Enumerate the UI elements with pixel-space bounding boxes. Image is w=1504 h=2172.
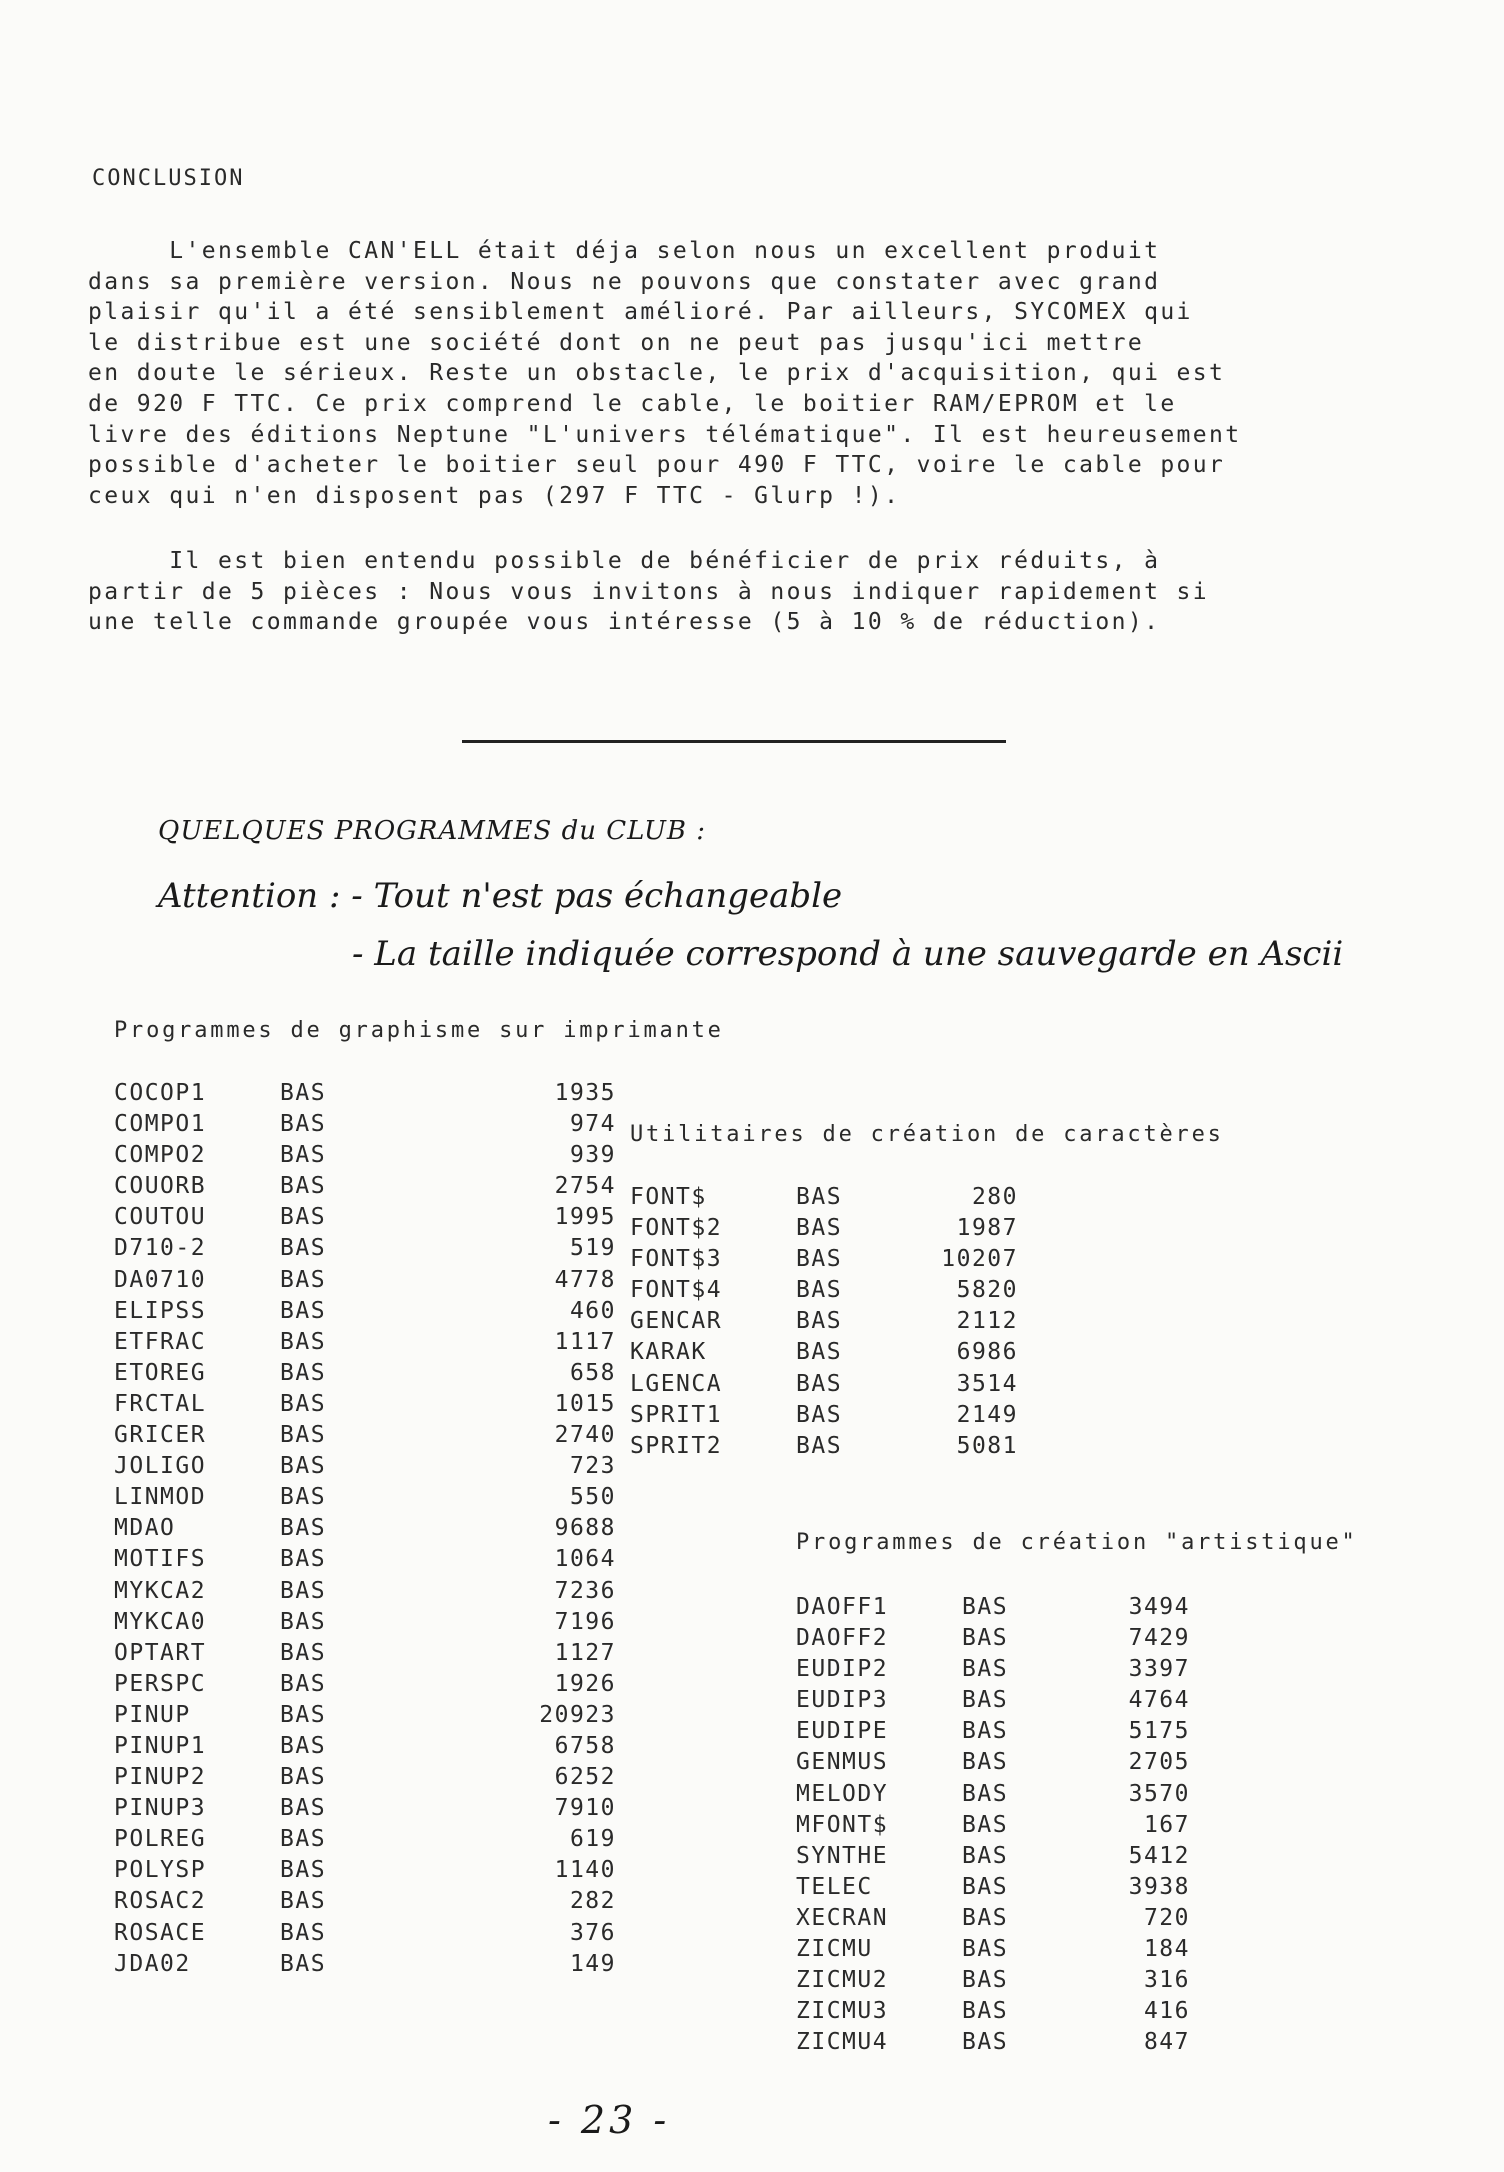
table-row — [114, 1544, 616, 1575]
file-extension: BAS — [962, 1873, 1009, 1900]
program-name: FRCTAL — [114, 1390, 207, 1417]
file-extension: BAS — [962, 1780, 1009, 1807]
file-extension: BAS — [280, 1484, 327, 1511]
program-name: ROSACE — [114, 1919, 207, 1946]
file-size: 1987 — [956, 1215, 1018, 1242]
program-name: COUTOU — [114, 1204, 207, 1231]
paragraph-line: partir de 5 pièces : Nous vous invitons à nous indiquer rapidement si — [88, 578, 1210, 605]
table-row — [796, 1716, 1190, 1747]
file-size: 5081 — [956, 1432, 1018, 1459]
program-name: MDAO — [114, 1515, 176, 1542]
program-name: COCOP1 — [114, 1080, 207, 1106]
file-size: 7236 — [554, 1577, 616, 1604]
table-row — [796, 1872, 1190, 1903]
program-name: GRICER — [114, 1422, 207, 1449]
table-row — [796, 1965, 1190, 1996]
table-row — [796, 1747, 1190, 1778]
file-extension: BAS — [796, 1401, 843, 1428]
file-extension: BAS — [280, 1546, 327, 1573]
program-name: FONT$4 — [630, 1277, 723, 1304]
file-size: 1127 — [554, 1639, 616, 1666]
table-row — [114, 1824, 616, 1855]
file-size: 720 — [1143, 1904, 1190, 1931]
file-extension: BAS — [796, 1184, 843, 1210]
file-size: 9688 — [554, 1515, 616, 1542]
file-size: 7910 — [554, 1795, 616, 1822]
file-extension: BAS — [280, 1577, 327, 1604]
file-extension: BAS — [962, 1718, 1009, 1745]
table-row — [114, 1918, 616, 1949]
table-row — [630, 1337, 1020, 1368]
file-size: 1064 — [554, 1546, 616, 1573]
file-extension: BAS — [962, 2029, 1009, 2056]
program-name: PINUP2 — [114, 1764, 207, 1791]
program-name: DA0710 — [114, 1266, 207, 1293]
file-size: 1117 — [554, 1328, 616, 1355]
file-size: 7196 — [554, 1608, 616, 1635]
program-name: MYKCA2 — [114, 1577, 207, 1604]
file-size: 3494 — [1128, 1594, 1190, 1620]
program-name: KARAK — [630, 1339, 707, 1366]
table-row — [796, 1810, 1190, 1841]
file-size: 6758 — [554, 1732, 616, 1759]
table-row — [114, 1078, 616, 1109]
paragraph-line: une telle commande groupée vous intéresse (5 à 10 % de réduction). — [88, 609, 1161, 636]
program-name: ROSAC2 — [114, 1888, 207, 1915]
file-extension: BAS — [280, 1826, 327, 1853]
file-extension: BAS — [280, 1235, 327, 1262]
file-extension: BAS — [280, 1204, 327, 1231]
file-size: 3514 — [956, 1370, 1018, 1397]
file-size: 6252 — [554, 1764, 616, 1791]
table-row — [630, 1400, 1020, 1431]
program-table-artistique — [796, 1592, 1190, 2058]
table-row — [114, 1327, 616, 1358]
file-size: 416 — [1143, 1998, 1190, 2025]
file-extension: BAS — [962, 1998, 1009, 2025]
file-size: 939 — [569, 1142, 616, 1169]
table-row — [114, 1700, 616, 1731]
table-row — [114, 1451, 616, 1482]
paragraph-line: plaisir qu'il a été sensiblement amélioré. Par ailleurs, SYCOMEX qui — [88, 299, 1193, 326]
file-extension: BAS — [280, 1359, 327, 1386]
paragraph-line: L'ensemble CAN'ELL était déja selon nous un excellent produit — [88, 238, 1161, 264]
handwritten-note-2: - La taille indiquée correspond à une sauvegarde en Ascii — [352, 934, 1344, 974]
file-size: 149 — [569, 1950, 616, 1977]
program-name: ZICMU — [796, 1936, 873, 1963]
file-size: 167 — [1143, 1811, 1190, 1838]
file-extension: BAS — [962, 1625, 1009, 1652]
table-row — [796, 1934, 1190, 1965]
file-extension: BAS — [796, 1308, 843, 1335]
paragraph-line: livre des éditions Neptune "L'univers télématique". Il est heureusement — [88, 421, 1242, 448]
program-name: PINUP — [114, 1701, 191, 1728]
table-row — [796, 1685, 1190, 1716]
table-row — [114, 1420, 616, 1451]
file-size: 519 — [569, 1235, 616, 1262]
program-name: MFONT$ — [796, 1811, 889, 1838]
program-name: SPRIT2 — [630, 1432, 723, 1459]
program-name: POLREG — [114, 1826, 207, 1853]
program-name: ZICMU2 — [796, 1967, 889, 1994]
paragraph-line: le distribue est une société dont on ne peut pas jusqu'ici mettre — [88, 329, 1145, 356]
file-extension: BAS — [280, 1764, 327, 1791]
file-extension: BAS — [280, 1515, 327, 1542]
table-row — [114, 1886, 616, 1917]
table-row — [114, 1171, 616, 1202]
table-row — [114, 1638, 616, 1669]
file-size: 2754 — [554, 1173, 616, 1200]
table-row — [796, 1996, 1190, 2027]
file-size: 658 — [569, 1359, 616, 1386]
file-size: 376 — [569, 1919, 616, 1946]
file-extension: BAS — [962, 1811, 1009, 1838]
table-row — [796, 2027, 1190, 2058]
file-extension: BAS — [962, 1936, 1009, 1963]
handwritten-note-1: Attention : - Tout n'est pas échangeable — [158, 876, 843, 916]
file-extension: BAS — [962, 1749, 1009, 1776]
program-name: FONT$2 — [630, 1215, 723, 1242]
table-row — [796, 1592, 1190, 1623]
file-size: 1015 — [554, 1390, 616, 1417]
program-name: ZICMU3 — [796, 1998, 889, 2025]
program-name: EUDIPE — [796, 1718, 889, 1745]
file-size: 2149 — [956, 1401, 1018, 1428]
table-row — [796, 1623, 1190, 1654]
program-name: PERSPC — [114, 1670, 207, 1697]
program-name: TELEC — [796, 1873, 873, 1900]
program-name: DAOFF1 — [796, 1594, 889, 1620]
file-size: 847 — [1143, 2029, 1190, 2056]
program-name: SYNTHE — [796, 1842, 889, 1869]
table-row — [114, 1296, 616, 1327]
file-size: 5175 — [1128, 1718, 1190, 1745]
table-row — [630, 1213, 1020, 1244]
table-row — [114, 1358, 616, 1389]
table-row — [630, 1275, 1020, 1306]
file-size: 4764 — [1128, 1687, 1190, 1714]
table-row — [114, 1669, 616, 1700]
program-name: EUDIP3 — [796, 1687, 889, 1714]
program-name: ZICMU4 — [796, 2029, 889, 2056]
file-extension: BAS — [796, 1339, 843, 1366]
file-extension: BAS — [280, 1888, 327, 1915]
table-row — [114, 1762, 616, 1793]
file-extension: BAS — [280, 1390, 327, 1417]
program-name: ELIPSS — [114, 1297, 207, 1324]
table-row — [796, 1841, 1190, 1872]
program-table-graphisme — [114, 1078, 616, 1980]
file-extension: BAS — [962, 1687, 1009, 1714]
file-size: 3397 — [1128, 1656, 1190, 1683]
file-size: 3570 — [1128, 1780, 1190, 1807]
table-row — [114, 1482, 616, 1513]
file-extension: BAS — [796, 1215, 843, 1242]
file-size: 1995 — [554, 1204, 616, 1231]
file-extension: BAS — [280, 1328, 327, 1355]
file-extension: BAS — [280, 1639, 327, 1666]
file-extension: BAS — [280, 1795, 327, 1822]
program-name: COMPO2 — [114, 1142, 207, 1169]
table-row — [796, 1779, 1190, 1810]
program-name: FONT$ — [630, 1184, 707, 1210]
file-size: 3938 — [1128, 1873, 1190, 1900]
file-extension: BAS — [962, 1904, 1009, 1931]
file-size: 5412 — [1128, 1842, 1190, 1869]
table-row — [630, 1306, 1020, 1337]
program-name: PINUP3 — [114, 1795, 207, 1822]
file-extension: BAS — [280, 1857, 327, 1884]
paragraph-line: de 920 F TTC. Ce prix comprend le cable, le boitier RAM/EPROM et le — [88, 390, 1177, 417]
program-name: XECRAN — [796, 1904, 889, 1931]
file-size: 2705 — [1128, 1749, 1190, 1776]
section-title-caracteres: Utilitaires de création de caractères — [630, 1122, 1224, 1147]
table-row — [114, 1731, 616, 1762]
file-size: 10207 — [941, 1246, 1018, 1273]
file-size: 7429 — [1128, 1625, 1190, 1652]
file-extension: BAS — [280, 1297, 327, 1324]
file-extension: BAS — [280, 1142, 327, 1169]
table-row — [114, 1389, 616, 1420]
file-size: 6986 — [956, 1339, 1018, 1366]
paragraph-line: ceux qui n'en disposent pas (297 F TTC - Glurp !). — [88, 482, 901, 509]
divider-line — [462, 740, 1006, 743]
section-title-graphisme: Programmes de graphisme sur imprimante — [114, 1018, 724, 1043]
program-name: JDA02 — [114, 1950, 191, 1977]
table-row — [114, 1109, 616, 1140]
file-size: 2112 — [956, 1308, 1018, 1335]
paragraph-line: dans sa première version. Nous ne pouvons que constater avec grand — [88, 268, 1161, 295]
conclusion-paragraph-2 — [88, 546, 1408, 638]
table-row — [114, 1513, 616, 1544]
table-row — [630, 1431, 1020, 1462]
program-name: FONT$3 — [630, 1246, 723, 1273]
file-extension: BAS — [280, 1173, 327, 1200]
table-row — [114, 1265, 616, 1296]
table-row — [630, 1182, 1020, 1213]
file-size: 184 — [1143, 1936, 1190, 1963]
table-row — [114, 1855, 616, 1886]
file-extension: BAS — [280, 1608, 327, 1635]
file-extension: BAS — [796, 1370, 843, 1397]
file-size: 460 — [569, 1297, 616, 1324]
file-size: 20923 — [539, 1701, 616, 1728]
program-name: GENCAR — [630, 1308, 723, 1335]
page-number: - 23 - — [548, 2098, 671, 2142]
program-name: JOLIGO — [114, 1453, 207, 1480]
program-name: COUORB — [114, 1173, 207, 1200]
table-row — [630, 1244, 1020, 1275]
file-extension: BAS — [280, 1919, 327, 1946]
program-name: PINUP1 — [114, 1732, 207, 1759]
file-size: 282 — [569, 1888, 616, 1915]
file-size: 550 — [569, 1484, 616, 1511]
file-extension: BAS — [280, 1266, 327, 1293]
file-extension: BAS — [280, 1080, 327, 1106]
table-row — [796, 1654, 1190, 1685]
file-size: 1935 — [554, 1080, 616, 1106]
program-table-caracteres — [630, 1182, 1020, 1462]
file-size: 5820 — [956, 1277, 1018, 1304]
table-row — [796, 1903, 1190, 1934]
file-extension: BAS — [962, 1594, 1009, 1620]
program-name: LGENCA — [630, 1370, 723, 1397]
file-size: 974 — [569, 1111, 616, 1138]
program-name: POLYSP — [114, 1857, 207, 1884]
paragraph-line: possible d'acheter le boitier seul pour 490 F TTC, voire le cable pour — [88, 452, 1226, 479]
file-extension: BAS — [962, 1656, 1009, 1683]
table-row — [114, 1576, 616, 1607]
program-name: SPRIT1 — [630, 1401, 723, 1428]
file-size: 1140 — [554, 1857, 616, 1884]
program-name: D710-2 — [114, 1235, 207, 1262]
program-name: DAOFF2 — [796, 1625, 889, 1652]
program-name: COMPO1 — [114, 1111, 207, 1138]
table-row — [114, 1949, 616, 1980]
program-name: ETOREG — [114, 1359, 207, 1386]
program-name: ETFRAC — [114, 1328, 207, 1355]
program-name: GENMUS — [796, 1749, 889, 1776]
file-extension: BAS — [796, 1277, 843, 1304]
table-row — [114, 1202, 616, 1233]
file-extension: BAS — [280, 1732, 327, 1759]
program-name: MOTIFS — [114, 1546, 207, 1573]
program-name: MYKCA0 — [114, 1608, 207, 1635]
file-extension: BAS — [280, 1701, 327, 1728]
program-name: MELODY — [796, 1780, 889, 1807]
table-row — [114, 1793, 616, 1824]
file-extension: BAS — [280, 1111, 327, 1138]
file-size: 4778 — [554, 1266, 616, 1293]
paragraph-line: en doute le sérieux. Reste un obstacle, le prix d'acquisition, qui est — [88, 360, 1226, 387]
program-name: EUDIP2 — [796, 1656, 889, 1683]
file-size: 316 — [1143, 1967, 1190, 1994]
file-extension: BAS — [280, 1422, 327, 1449]
file-extension: BAS — [796, 1246, 843, 1273]
paragraph-line: Il est bien entendu possible de bénéficier de prix réduits, à — [88, 548, 1161, 574]
table-row — [114, 1140, 616, 1171]
file-size: 723 — [569, 1453, 616, 1480]
file-size: 1926 — [554, 1670, 616, 1697]
file-extension: BAS — [280, 1453, 327, 1480]
file-extension: BAS — [796, 1432, 843, 1459]
file-size: 2740 — [554, 1422, 616, 1449]
file-extension: BAS — [962, 1842, 1009, 1869]
section-title-artistique: Programmes de création "artistique" — [796, 1530, 1358, 1555]
file-size: 619 — [569, 1826, 616, 1853]
section-heading: CONCLUSION — [92, 166, 245, 191]
table-row — [630, 1369, 1020, 1400]
conclusion-paragraph-1 — [88, 236, 1408, 511]
file-extension: BAS — [962, 1967, 1009, 1994]
file-extension: BAS — [280, 1950, 327, 1977]
handwritten-title: QUELQUES PROGRAMMES du CLUB : — [158, 816, 706, 846]
table-row — [114, 1607, 616, 1638]
file-extension: BAS — [280, 1670, 327, 1697]
program-name: LINMOD — [114, 1484, 207, 1511]
table-row — [114, 1233, 616, 1264]
program-name: OPTART — [114, 1639, 207, 1666]
file-size: 280 — [971, 1184, 1018, 1210]
